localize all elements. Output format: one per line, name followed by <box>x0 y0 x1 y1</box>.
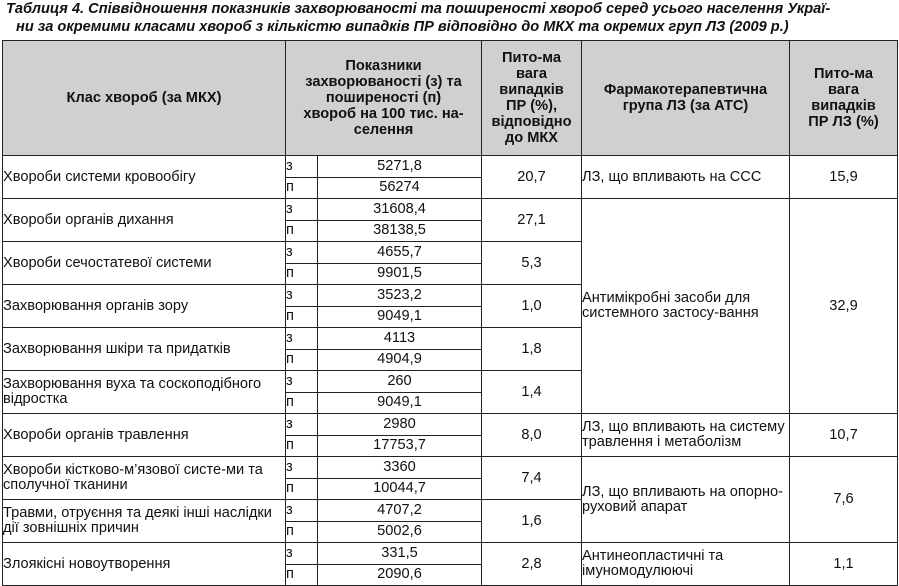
p-label: п <box>286 263 318 285</box>
share-lz: 15,9 <box>790 156 898 199</box>
z-value: 260 <box>318 371 482 393</box>
share-mkh: 7,4 <box>482 457 582 500</box>
z-label: з <box>286 500 318 522</box>
disease-class: Хвороби кістково-м’язової систе-ми та сполучної тканини <box>3 457 286 500</box>
z-label: з <box>286 285 318 307</box>
p-value: 38138,5 <box>318 220 482 242</box>
header-atc-group: Фармакотерапевтична група ЛЗ (за АТС) <box>582 41 790 156</box>
share-lz: 1,1 <box>790 543 898 586</box>
p-label: п <box>286 564 318 586</box>
disease-class: Хвороби сечостатевої системи <box>3 242 286 285</box>
p-value: 4904,9 <box>318 349 482 371</box>
header-row <box>3 41 898 156</box>
z-label: з <box>286 156 318 178</box>
share-mkh: 1,8 <box>482 328 582 371</box>
header-class: Клас хвороб (за МКХ) <box>3 41 286 156</box>
z-value: 5271,8 <box>318 156 482 178</box>
table-row <box>3 199 898 221</box>
p-value: 5002,6 <box>318 521 482 543</box>
z-value: 3523,2 <box>318 285 482 307</box>
disease-class: Злоякісні новоутворення <box>3 543 286 586</box>
share-mkh: 2,8 <box>482 543 582 586</box>
share-mkh: 8,0 <box>482 414 582 457</box>
atc-group: ЛЗ, що впливають на опорно-руховий апарат <box>582 457 790 543</box>
p-label: п <box>286 177 318 199</box>
share-lz: 7,6 <box>790 457 898 543</box>
z-label: з <box>286 328 318 350</box>
z-label: з <box>286 242 318 264</box>
share-mkh: 5,3 <box>482 242 582 285</box>
atc-group: ЛЗ, що впливають на ССС <box>582 156 790 199</box>
share-mkh: 1,4 <box>482 371 582 414</box>
atc-group: ЛЗ, що впливають на систему травлення і метаболізм <box>582 414 790 457</box>
share-mkh: 27,1 <box>482 199 582 242</box>
header-share-mkh: Пито-ма вага випадків ПР (%), відповідно до МКХ <box>482 41 582 156</box>
z-label: з <box>286 543 318 565</box>
disease-class: Хвороби органів травлення <box>3 414 286 457</box>
header-indicators: Показники захворюваності (з) та поширеності (п) хвороб на 100 тис. на-селення <box>286 41 482 156</box>
atc-group: Антимікробні засоби для системного застосу-вання <box>582 199 790 414</box>
atc-group: Антинеопластичні та імуномодулюючі <box>582 543 790 586</box>
table-row <box>3 457 898 479</box>
p-value: 2090,6 <box>318 564 482 586</box>
disease-class: Захворювання вуха та соскоподібного відростка <box>3 371 286 414</box>
z-label: з <box>286 371 318 393</box>
disease-class: Хвороби органів дихання <box>3 199 286 242</box>
z-value: 4655,7 <box>318 242 482 264</box>
disease-class: Травми, отруєння та деякі інші наслідки дії зовнішніх причин <box>3 500 286 543</box>
p-value: 10044,7 <box>318 478 482 500</box>
disease-class: Захворювання органів зору <box>3 285 286 328</box>
share-mkh: 1,0 <box>482 285 582 328</box>
share-mkh: 1,6 <box>482 500 582 543</box>
disease-class: Хвороби системи кровообігу <box>3 156 286 199</box>
caption-line-1: Таблиця 4. Співвідношення показників захворюваності та поширеності хвороб серед усього населення Украї- <box>6 1 831 17</box>
p-label: п <box>286 349 318 371</box>
share-lz: 32,9 <box>790 199 898 414</box>
p-value: 9049,1 <box>318 306 482 328</box>
z-value: 4113 <box>318 328 482 350</box>
z-value: 4707,2 <box>318 500 482 522</box>
table-row <box>3 156 898 178</box>
p-label: п <box>286 521 318 543</box>
p-value: 9049,1 <box>318 392 482 414</box>
z-label: з <box>286 457 318 479</box>
p-label: п <box>286 220 318 242</box>
z-value: 331,5 <box>318 543 482 565</box>
p-value: 9901,5 <box>318 263 482 285</box>
z-label: з <box>286 414 318 436</box>
caption-line-2: ни за окремими класами хвороб з кількістю випадків ПР відповідно до МКХ та окремих груп ЛЗ (2009 р.) <box>16 19 789 35</box>
p-value: 17753,7 <box>318 435 482 457</box>
z-value: 31608,4 <box>318 199 482 221</box>
share-lz: 10,7 <box>790 414 898 457</box>
p-label: п <box>286 392 318 414</box>
p-value: 56274 <box>318 177 482 199</box>
p-label: п <box>286 306 318 328</box>
z-value: 3360 <box>318 457 482 479</box>
share-mkh: 20,7 <box>482 156 582 199</box>
table-row <box>3 414 898 436</box>
header-share-lz: Пито-ма вага випадків ПР ЛЗ (%) <box>790 41 898 156</box>
table-caption <box>6 0 896 36</box>
disease-class: Захворювання шкіри та придатків <box>3 328 286 371</box>
p-label: п <box>286 478 318 500</box>
z-value: 2980 <box>318 414 482 436</box>
p-label: п <box>286 435 318 457</box>
z-label: з <box>286 199 318 221</box>
table-row <box>3 543 898 565</box>
data-table <box>2 40 898 586</box>
